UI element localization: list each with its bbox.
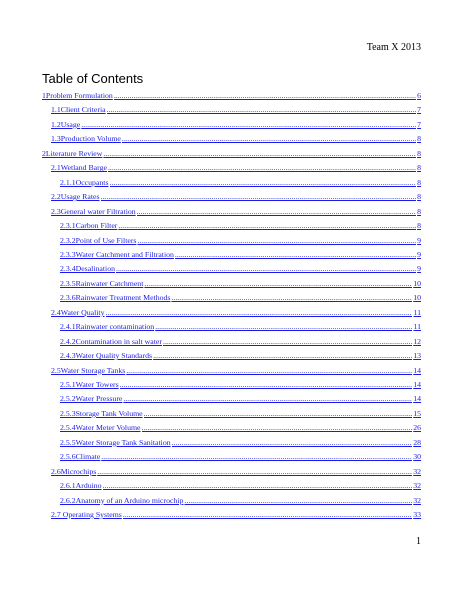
toc-entry — [42, 206, 421, 217]
toc-entry — [42, 466, 421, 477]
toc-entry-page: 12 — [413, 336, 421, 346]
toc-link[interactable] — [60, 292, 421, 303]
dot-leader — [116, 263, 416, 274]
toc-entry-page: 8 — [417, 177, 421, 187]
toc-entry-page: 28 — [413, 437, 421, 447]
toc-heading: Table of Contents — [42, 71, 144, 86]
toc-link[interactable] — [60, 393, 421, 404]
toc-link[interactable] — [51, 466, 421, 477]
toc-entry-title: 2.3.4Desalination — [60, 264, 116, 274]
toc-link[interactable] — [51, 365, 421, 376]
toc-entry-page: 8 — [417, 148, 421, 158]
toc-link[interactable] — [51, 206, 421, 217]
dot-leader — [137, 206, 416, 217]
dot-leader — [144, 278, 412, 289]
toc-link[interactable] — [60, 278, 421, 289]
toc-entry — [42, 292, 421, 303]
toc-entry-title: 2.4.2Contamination in salt water — [60, 336, 162, 346]
toc-entry-page: 11 — [413, 307, 421, 317]
toc-entry-title: 2.4.1Rainwater contamination — [60, 322, 155, 332]
toc-entry-page: 26 — [413, 423, 421, 433]
dot-leader — [106, 307, 413, 318]
toc-entry-title: 2.5.5Water Storage Tank Sanitation — [60, 437, 171, 447]
toc-entry-page: 13 — [413, 351, 421, 361]
toc-entry — [42, 191, 421, 202]
toc-entry-page: 33 — [413, 510, 421, 520]
toc-link[interactable] — [60, 220, 421, 231]
dot-leader — [103, 148, 416, 159]
dot-leader — [172, 437, 413, 448]
toc-entry-page: 30 — [413, 452, 421, 462]
toc-entry-title: 2.5.4Water Meter Volume — [60, 423, 141, 433]
toc-entry — [42, 480, 421, 491]
running-header: Team X 2013 — [366, 42, 421, 53]
dot-leader — [108, 162, 416, 173]
dot-leader — [120, 379, 413, 390]
toc-link[interactable] — [60, 422, 421, 433]
toc-entry-title: 2.5.1Water Towers — [60, 380, 119, 389]
dot-leader — [101, 451, 412, 462]
toc-entry-title: 1.2Usage — [51, 119, 81, 129]
toc-link[interactable] — [60, 350, 421, 361]
toc-entry — [42, 393, 421, 404]
dot-leader — [144, 408, 413, 419]
dot-leader — [118, 220, 416, 231]
toc-entry-title: 2.4Water Quality — [51, 307, 105, 317]
dot-leader — [123, 509, 412, 520]
dot-leader — [123, 393, 412, 404]
toc-link[interactable] — [51, 104, 421, 115]
toc-entry-page: 11 — [413, 322, 421, 332]
toc-link[interactable] — [60, 336, 421, 347]
toc-entry-title: 2.5Water Storage Tanks — [51, 365, 126, 375]
dot-leader — [171, 292, 412, 303]
dot-leader — [142, 422, 413, 433]
toc-link[interactable] — [60, 177, 421, 188]
toc-entry-page: 9 — [417, 249, 421, 259]
dot-leader — [110, 177, 417, 188]
dot-leader — [97, 466, 412, 477]
dot-leader — [122, 133, 416, 144]
toc-entry — [42, 307, 421, 318]
toc-entry-title: 1Problem Formulation — [42, 91, 113, 100]
toc-entry-title: 1.1Client Criteria — [51, 105, 106, 115]
toc-link[interactable] — [60, 263, 421, 274]
toc-entry-title: 2.1Wetland Barge — [51, 163, 107, 173]
toc-entry — [42, 495, 421, 506]
dot-leader — [114, 90, 416, 101]
toc-entry — [42, 408, 421, 419]
toc-entry-page: 14 — [413, 380, 421, 389]
toc-entry-title: 2.3.1Carbon Filter — [60, 221, 118, 231]
toc-entry — [42, 509, 421, 520]
toc-entry-page: 32 — [413, 466, 421, 476]
toc-link[interactable] — [60, 321, 421, 332]
toc-entry — [42, 451, 421, 462]
toc-entry — [42, 119, 421, 130]
toc-entry-page: 14 — [413, 365, 421, 375]
toc-entry-page: 8 — [417, 192, 421, 202]
toc-entry-page: 32 — [413, 495, 421, 505]
toc-entry — [42, 177, 421, 188]
toc-entry-page: 10 — [413, 278, 421, 288]
toc-entry — [42, 249, 421, 260]
toc-link[interactable] — [51, 133, 421, 144]
toc-entry-page: 8 — [417, 221, 421, 231]
toc-entry-title: 2.7 Operating Systems — [51, 510, 122, 520]
dot-leader — [184, 495, 412, 506]
toc-entry-title: 2.6.1Arduino — [60, 481, 102, 491]
toc-entry — [42, 263, 421, 274]
toc-entry-page: 7 — [417, 105, 421, 115]
dot-leader — [137, 235, 416, 246]
toc-entry-title: 2.3.2Point of Use Filters — [60, 235, 137, 245]
dot-leader — [81, 119, 416, 130]
toc-entry-page: 8 — [417, 163, 421, 173]
dot-leader — [103, 480, 413, 491]
page-number: 1 — [416, 536, 421, 547]
toc-link[interactable] — [60, 408, 421, 419]
toc-entry-page: 8 — [417, 134, 421, 144]
toc-entry-page: 10 — [413, 293, 421, 303]
toc-entry-title: 2.3.6Rainwater Treatment Methods — [60, 293, 171, 303]
toc-link[interactable] — [60, 379, 421, 390]
toc-entry — [42, 365, 421, 376]
toc-entry-title: 2.3.5Rainwater Catchment — [60, 278, 144, 288]
toc-entry-title: 2.6.2Anatomy of an Arduino microchip — [60, 495, 184, 505]
toc-entry — [42, 162, 421, 173]
dot-leader — [163, 336, 412, 347]
toc-entry-title: 2.3.3Water Catchment and Filtration — [60, 249, 174, 259]
toc-entry — [42, 422, 421, 433]
toc-entry-page: 6 — [417, 91, 421, 100]
toc-entry-title: 2.6Microchips — [51, 466, 97, 476]
toc-entry — [42, 321, 421, 332]
toc-link[interactable] — [51, 509, 421, 520]
dot-leader — [175, 249, 416, 260]
toc-entry-title: 2.5.2Water Pressure — [60, 394, 123, 404]
toc-entry — [42, 104, 421, 115]
toc-entry-title: 2.2Usage Rates — [51, 192, 100, 202]
toc-entry — [42, 336, 421, 347]
toc-entry — [42, 350, 421, 361]
dot-leader — [153, 350, 412, 361]
toc-entry-page: 14 — [413, 394, 421, 404]
toc-link[interactable] — [51, 162, 421, 173]
toc-link[interactable] — [51, 191, 421, 202]
toc-link[interactable] — [60, 495, 421, 506]
toc-entry-page: 9 — [417, 264, 421, 274]
toc-link[interactable] — [60, 451, 421, 462]
toc-link[interactable] — [60, 235, 421, 246]
toc-entry — [42, 90, 421, 101]
dot-leader — [155, 321, 412, 332]
toc-entry-page: 9 — [417, 235, 421, 245]
toc-link[interactable] — [51, 307, 421, 318]
toc-entry — [42, 133, 421, 144]
toc-entry — [42, 437, 421, 448]
toc-entry-title: 2.3General water Filtration — [51, 206, 136, 216]
toc-entry — [42, 220, 421, 231]
toc-link[interactable] — [60, 249, 421, 260]
toc-entry-title: 2.4.3Water Quality Standards — [60, 351, 153, 361]
toc-link[interactable] — [42, 90, 421, 101]
dot-leader — [101, 191, 417, 202]
toc-entry-page: 8 — [417, 206, 421, 216]
dot-leader — [126, 365, 412, 376]
toc-link[interactable] — [42, 148, 421, 159]
toc-link[interactable] — [60, 437, 421, 448]
toc-entry-title: 2.5.3Storage Tank Volume — [60, 408, 143, 418]
toc-entry-title: 1.3Production Volume — [51, 134, 121, 144]
toc-entry — [42, 278, 421, 289]
toc-entry-title: 2.1.1Occupants — [60, 177, 109, 187]
toc-entry-page: 32 — [413, 481, 421, 491]
toc-entry — [42, 235, 421, 246]
toc-entry-title: 2Literature Review — [42, 148, 103, 158]
dot-leader — [107, 104, 417, 115]
toc-entry-page: 15 — [413, 408, 421, 418]
toc-link[interactable] — [60, 480, 421, 491]
toc-entry — [42, 148, 421, 159]
toc-entry — [42, 379, 421, 390]
toc-entry-title: 2.5.6Climate — [60, 452, 101, 462]
toc-link[interactable] — [51, 119, 421, 130]
toc-entry-page: 7 — [417, 119, 421, 129]
